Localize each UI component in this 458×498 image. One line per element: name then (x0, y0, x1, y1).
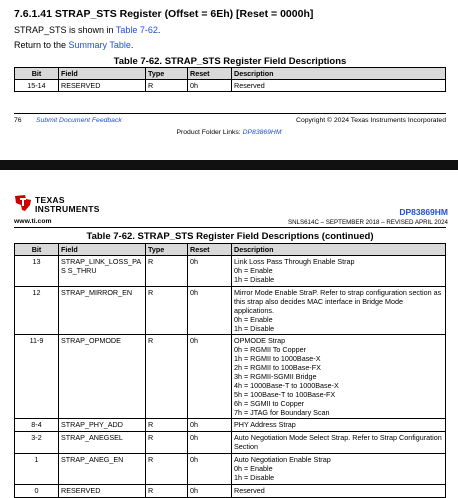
table-row (15, 432, 446, 454)
table-row (15, 335, 446, 419)
product-folder-line (0, 129, 458, 136)
col-header-description: Description (232, 68, 446, 80)
col-header-bit: Bit (15, 68, 59, 80)
website: www.ti.com (14, 218, 52, 225)
description-line: 0h = Enable (234, 266, 273, 275)
table-7-62-link[interactable]: Table 7-62 (115, 25, 158, 35)
table-row (15, 485, 446, 498)
table-caption-1: Table 7-62. STRAP_STS Register Field Descriptions (113, 56, 347, 67)
table-caption-2: Table 7-62. STRAP_STS Register Field Descriptions (continued) (86, 231, 374, 242)
cell-description (232, 419, 446, 432)
field-table-1 (14, 67, 446, 92)
doc-number: DP83869HM (399, 207, 448, 217)
description-line: 3h = RGMII-SGMII Bridge (234, 372, 317, 381)
description-line: 4h = 1000Base-T to 1000Base-X (234, 381, 339, 390)
logo-texas: TEXAS (35, 195, 65, 205)
cell-bit: 12 (15, 287, 59, 335)
description-line: 6h = SGMII to Copper (234, 399, 305, 408)
folder-prefix: Product Folder Links: (176, 129, 243, 136)
return-prefix: Return to the (14, 40, 69, 50)
cell-bit: 15-14 (15, 80, 59, 92)
table-row (15, 419, 446, 432)
cell-type: R (146, 80, 188, 92)
cell-field: STRAP_ANEGSEL (59, 432, 146, 454)
table-row (15, 287, 446, 335)
cell-description (232, 335, 446, 419)
cell-type: R (146, 256, 188, 287)
col-header-type: Type (146, 244, 188, 256)
shown-in-line (14, 25, 160, 35)
col-header-reset: Reset (188, 68, 232, 80)
col-header-bit: Bit (15, 244, 59, 256)
cell-field: STRAP_ANEG_EN (59, 454, 146, 485)
cell-type: R (146, 454, 188, 485)
description-line: 1h = Disable (234, 473, 275, 482)
cell-reset: 0h (188, 419, 232, 432)
description-line: 1h = RGMII to 1000Base-X (234, 354, 321, 363)
register-heading: 7.6.1.41 STRAP_STS Register (Offset = 6Eh) [Reset = 0000h] (14, 8, 314, 20)
description-line: 0h = Enable (234, 315, 273, 324)
cell-reset: 0h (188, 287, 232, 335)
description-line: Link Loss Pass Through Enable Strap (234, 257, 355, 266)
field-table-2 (14, 243, 446, 498)
cell-bit: 0 (15, 485, 59, 498)
table-row (15, 256, 446, 287)
cell-field: STRAP_MIRROR_EN (59, 287, 146, 335)
shown-suffix: . (157, 25, 161, 35)
description-line: 1h = Disable (234, 275, 275, 284)
cell-description (232, 256, 446, 287)
copyright: Copyright © 2024 Texas Instruments Incorporated (296, 117, 446, 124)
col-header-reset: Reset (188, 244, 232, 256)
description-line: Reserved (234, 486, 265, 495)
cell-bit: 11-9 (15, 335, 59, 419)
col-header-description: Description (232, 244, 446, 256)
description-line: 0h = Enable (234, 464, 273, 473)
cell-description (232, 287, 446, 335)
cell-field: RESERVED (59, 485, 146, 498)
cell-reset: 0h (188, 432, 232, 454)
cell-field: STRAP_PHY_ADD (59, 419, 146, 432)
cell-type: R (146, 419, 188, 432)
description-line: 7h = JTAG for Boundary Scan (234, 408, 330, 417)
cell-field: STRAP_OPMODE (59, 335, 146, 419)
ti-logo-icon (13, 193, 33, 213)
return-line (14, 40, 133, 50)
shown-prefix: STRAP_STS is shown in (14, 25, 116, 35)
cell-description (232, 432, 446, 454)
cell-reset: 0h (188, 335, 232, 419)
cell-type: R (146, 335, 188, 419)
description-line: Mirror Mode Enable StraP. Refer to strap configuration section as this strap also decides MAC interface in Bridge Mode applications. (234, 288, 442, 315)
cell-type: R (146, 432, 188, 454)
cell-bit: 13 (15, 256, 59, 287)
cell-type: R (146, 485, 188, 498)
cell-description (232, 454, 446, 485)
product-folder-link[interactable]: DP83869HM (242, 129, 282, 136)
cell-reset: 0h (188, 485, 232, 498)
cell-reset: 0h (188, 256, 232, 287)
page-separator (0, 160, 458, 170)
cell-reset: 0h (188, 80, 232, 92)
table-row (15, 454, 446, 485)
cell-description (232, 485, 446, 498)
cell-field: STRAP_LINK_LOSS_PAS S_THRU (59, 256, 146, 287)
cell-bit: 8-4 (15, 419, 59, 432)
description-line: Auto Negotiation Mode Select Strap. Refer to Strap Configuration Section (234, 433, 442, 451)
table-row (15, 80, 446, 92)
table-body (15, 256, 446, 498)
cell-bit: 3-2 (15, 432, 59, 454)
table-header-row (15, 68, 446, 80)
submit-feedback-link[interactable]: Submit Document Feedback (36, 117, 122, 124)
return-suffix: . (130, 40, 134, 50)
table-header-row (15, 244, 446, 256)
col-header-type: Type (146, 68, 188, 80)
page-number: 76 (14, 117, 22, 124)
description-line: 0h = RGMII To Copper (234, 345, 306, 354)
footer-rule (14, 113, 446, 114)
summary-table-link[interactable]: Summary Table (68, 40, 131, 50)
description-line: OPMODE Strap (234, 336, 286, 345)
description-line: 2h = RGMII to 100Base-FX (234, 363, 321, 372)
cell-bit: 1 (15, 454, 59, 485)
description-line: 1h = Disable (234, 324, 275, 333)
col-header-field: Field (59, 68, 146, 80)
cell-field: RESERVED (59, 80, 146, 92)
col-header-field: Field (59, 244, 146, 256)
cell-type: R (146, 287, 188, 335)
cell-description: Reserved (232, 80, 446, 92)
header-rule (14, 227, 446, 228)
description-line: Auto Negotiation Enable Strap (234, 455, 331, 464)
logo-instruments: INSTRUMENTS (35, 204, 100, 214)
description-line: 5h = 100Base-T to 100Base-FX (234, 390, 336, 399)
cell-reset: 0h (188, 454, 232, 485)
revision-line: SNLS614C – SEPTEMBER 2018 – REVISED APRIL 2024 (287, 219, 448, 226)
description-line: PHY Address Strap (234, 420, 296, 429)
